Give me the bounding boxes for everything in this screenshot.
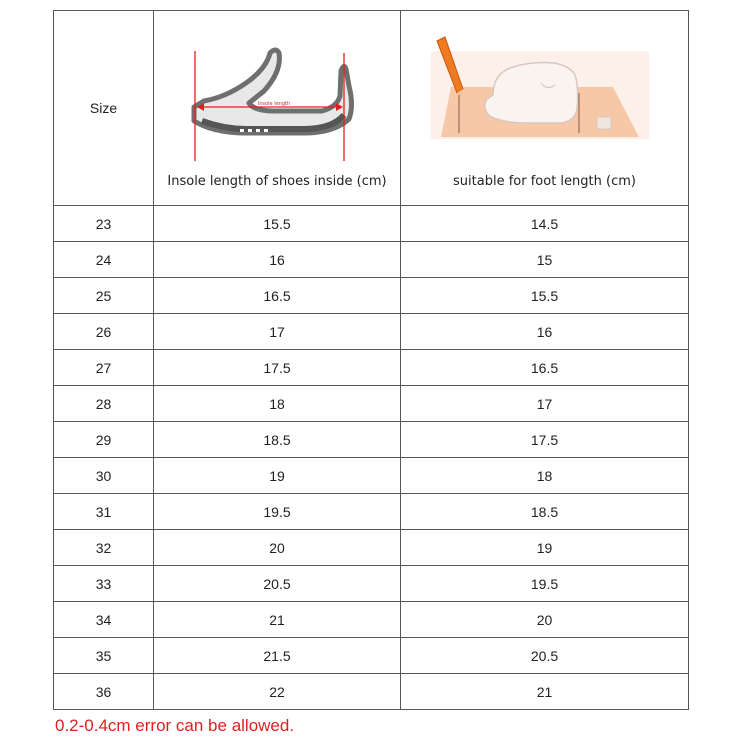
table-row: [54, 350, 689, 386]
insole-cell: 18.5: [154, 422, 401, 458]
table-row: [54, 422, 689, 458]
size-header: Size: [54, 11, 154, 206]
size-cell: 27: [54, 350, 154, 386]
table-row: [54, 242, 689, 278]
insole-header-caption: Insole length of shoes inside (cm): [167, 174, 387, 189]
size-cell: 28: [54, 386, 154, 422]
foot-cell: 17: [401, 386, 689, 422]
insole-cell: 22: [154, 674, 401, 710]
table-row: [54, 566, 689, 602]
shoe-outline-icon: [194, 50, 352, 133]
insole-header: [154, 11, 401, 206]
insole-cell: 20.5: [154, 566, 401, 602]
foot-cell: 19.5: [401, 566, 689, 602]
size-cell: 23: [54, 206, 154, 242]
foot-cell: 18: [401, 458, 689, 494]
foot-cell: 16.5: [401, 350, 689, 386]
size-cell: 25: [54, 278, 154, 314]
header-row: [54, 11, 689, 206]
foot-cell: 14.5: [401, 206, 689, 242]
table-row: [54, 638, 689, 674]
size-cell: 26: [54, 314, 154, 350]
table-row: [54, 278, 689, 314]
size-cell: 33: [54, 566, 154, 602]
foot-cell: 15.5: [401, 278, 689, 314]
table-row: [54, 386, 689, 422]
foot-tracing-illustration: [401, 11, 689, 171]
size-cell: 34: [54, 602, 154, 638]
insole-figure-label: Insole length: [257, 101, 291, 107]
size-chart-table: [53, 10, 689, 710]
insole-cell: 19.5: [154, 494, 401, 530]
insole-cell: 16: [154, 242, 401, 278]
table-row: [54, 674, 689, 710]
foot-cell: 17.5: [401, 422, 689, 458]
foot-header-caption: suitable for foot length (cm): [453, 174, 636, 189]
table-row: [54, 206, 689, 242]
insole-cell: 21: [154, 602, 401, 638]
size-cell: 35: [54, 638, 154, 674]
table-row: [54, 530, 689, 566]
insole-cell: 19: [154, 458, 401, 494]
foot-cell: 16: [401, 314, 689, 350]
size-cell: 24: [54, 242, 154, 278]
size-cell: 36: [54, 674, 154, 710]
table-row: [54, 494, 689, 530]
insole-cell: 17.5: [154, 350, 401, 386]
size-cell: 29: [54, 422, 154, 458]
table-row: [54, 458, 689, 494]
foot-cell: 21: [401, 674, 689, 710]
foot-header: [401, 11, 689, 206]
size-cell: 31: [54, 494, 154, 530]
insole-cell: 21.5: [154, 638, 401, 674]
insole-cell: 16.5: [154, 278, 401, 314]
insole-cell: 20: [154, 530, 401, 566]
insole-cell: 18: [154, 386, 401, 422]
foot-cell: 15: [401, 242, 689, 278]
shoe-insole-illustration: [154, 11, 401, 171]
foot-cell: 19: [401, 530, 689, 566]
tolerance-note: 0.2-0.4cm error can be allowed.: [55, 716, 295, 735]
table-row: [54, 314, 689, 350]
foot-cell: 20.5: [401, 638, 689, 674]
size-cell: 32: [54, 530, 154, 566]
table-row: [54, 602, 689, 638]
foot-cell: 20: [401, 602, 689, 638]
insole-cell: 15.5: [154, 206, 401, 242]
size-cell: 30: [54, 458, 154, 494]
insole-cell: 17: [154, 314, 401, 350]
foot-cell: 18.5: [401, 494, 689, 530]
